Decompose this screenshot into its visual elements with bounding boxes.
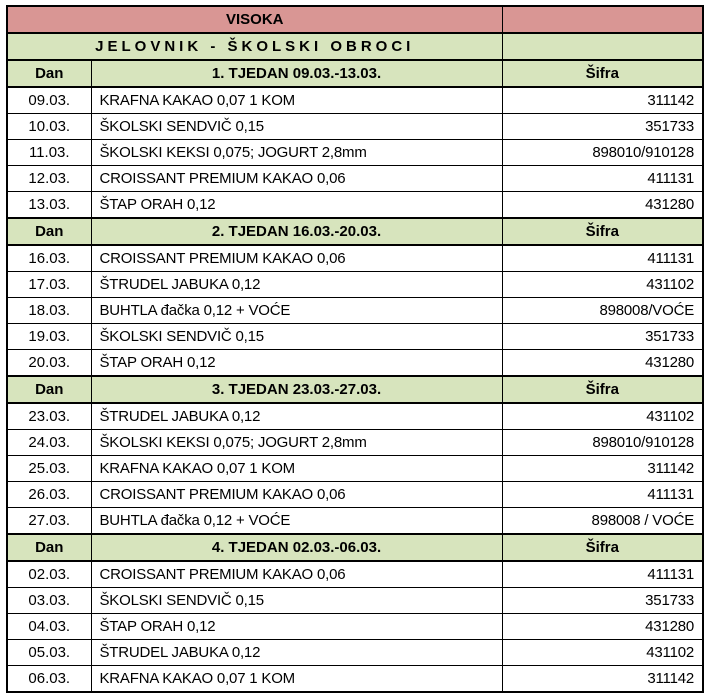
day-cell: 26.03. <box>7 482 91 508</box>
code-column-header: Šifra <box>502 376 703 403</box>
menu-row <box>7 456 703 482</box>
menu-row <box>7 350 703 377</box>
day-cell: 11.03. <box>7 140 91 166</box>
day-cell: 18.03. <box>7 298 91 324</box>
week-header-row <box>7 60 703 87</box>
day-column-header: Dan <box>7 534 91 561</box>
meal-cell: ŠTRUDEL JABUKA 0,12 <box>91 640 502 666</box>
code-cell: 351733 <box>502 588 703 614</box>
title-row-spacer-cell <box>502 6 703 33</box>
day-cell: 04.03. <box>7 614 91 640</box>
menu-row <box>7 640 703 666</box>
week-header-row <box>7 534 703 561</box>
meal-cell: CROISSANT PREMIUM KAKAO 0,06 <box>91 166 502 192</box>
menu-table-body <box>7 6 703 692</box>
code-cell: 311142 <box>502 87 703 114</box>
week-header-row <box>7 218 703 245</box>
menu-row <box>7 666 703 693</box>
menu-row <box>7 140 703 166</box>
code-cell: 431102 <box>502 272 703 298</box>
meal-cell: KRAFNA KAKAO 0,07 1 KOM <box>91 666 502 693</box>
meal-cell: ŠKOLSKI SENDVIČ 0,15 <box>91 114 502 140</box>
code-cell: 431280 <box>502 192 703 219</box>
title-row <box>7 6 703 33</box>
meal-cell: CROISSANT PREMIUM KAKAO 0,06 <box>91 482 502 508</box>
day-cell: 02.03. <box>7 561 91 588</box>
day-cell: 17.03. <box>7 272 91 298</box>
menu-row <box>7 614 703 640</box>
meal-cell: ŠKOLSKI KEKSI 0,075; JOGURT 2,8mm <box>91 140 502 166</box>
day-cell: 05.03. <box>7 640 91 666</box>
code-cell: 411131 <box>502 561 703 588</box>
menu-row <box>7 561 703 588</box>
day-cell: 09.03. <box>7 87 91 114</box>
day-cell: 20.03. <box>7 350 91 377</box>
day-cell: 12.03. <box>7 166 91 192</box>
code-cell: 411131 <box>502 482 703 508</box>
week-title: 3. TJEDAN 23.03.-27.03. <box>91 376 502 403</box>
code-column-header: Šifra <box>502 60 703 87</box>
day-cell: 06.03. <box>7 666 91 693</box>
meal-cell: ŠTRUDEL JABUKA 0,12 <box>91 272 502 298</box>
menu-row <box>7 482 703 508</box>
code-cell: 898010/910128 <box>502 430 703 456</box>
day-cell: 03.03. <box>7 588 91 614</box>
code-cell: 431280 <box>502 614 703 640</box>
menu-row <box>7 87 703 114</box>
code-cell: 351733 <box>502 324 703 350</box>
menu-row <box>7 298 703 324</box>
day-column-header: Dan <box>7 376 91 403</box>
day-cell: 13.03. <box>7 192 91 219</box>
menu-row <box>7 192 703 219</box>
menu-row <box>7 166 703 192</box>
code-cell: 431102 <box>502 403 703 430</box>
day-column-header: Dan <box>7 218 91 245</box>
subtitle-row-spacer-cell <box>502 33 703 60</box>
code-cell: 411131 <box>502 245 703 272</box>
code-cell: 411131 <box>502 166 703 192</box>
subtitle-row <box>7 33 703 60</box>
day-cell: 19.03. <box>7 324 91 350</box>
menu-row <box>7 588 703 614</box>
meal-cell: ŠTAP ORAH 0,12 <box>91 192 502 219</box>
day-cell: 10.03. <box>7 114 91 140</box>
meal-cell: ŠKOLSKI SENDVIČ 0,15 <box>91 324 502 350</box>
meal-cell: CROISSANT PREMIUM KAKAO 0,06 <box>91 561 502 588</box>
code-cell: 898008/VOĆE <box>502 298 703 324</box>
meal-cell: ŠTRUDEL JABUKA 0,12 <box>91 403 502 430</box>
meal-cell: KRAFNA KAKAO 0,07 1 KOM <box>91 456 502 482</box>
code-cell: 311142 <box>502 666 703 693</box>
code-cell: 898010/910128 <box>502 140 703 166</box>
menu-row <box>7 508 703 535</box>
menu-title: JELOVNIK - ŠKOLSKI OBROCI <box>7 33 502 60</box>
menu-row <box>7 430 703 456</box>
menu-row <box>7 403 703 430</box>
day-column-header: Dan <box>7 60 91 87</box>
week-title: 1. TJEDAN 09.03.-13.03. <box>91 60 502 87</box>
meal-cell: BUHTLA đačka 0,12 + VOĆE <box>91 508 502 535</box>
menu-row <box>7 114 703 140</box>
meal-cell: ŠTAP ORAH 0,12 <box>91 350 502 377</box>
code-cell: 311142 <box>502 456 703 482</box>
menu-row <box>7 245 703 272</box>
meal-cell: ŠKOLSKI SENDVIČ 0,15 <box>91 588 502 614</box>
meal-cell: BUHTLA đačka 0,12 + VOĆE <box>91 298 502 324</box>
code-cell: 898008 / VOĆE <box>502 508 703 535</box>
week-title: 4. TJEDAN 02.03.-06.03. <box>91 534 502 561</box>
week-header-row <box>7 376 703 403</box>
day-cell: 16.03. <box>7 245 91 272</box>
meal-cell: ŠKOLSKI KEKSI 0,075; JOGURT 2,8mm <box>91 430 502 456</box>
day-cell: 23.03. <box>7 403 91 430</box>
meal-cell: CROISSANT PREMIUM KAKAO 0,06 <box>91 245 502 272</box>
code-column-header: Šifra <box>502 218 703 245</box>
menu-row <box>7 324 703 350</box>
code-column-header: Šifra <box>502 534 703 561</box>
school-menu-table <box>6 5 704 693</box>
week-title: 2. TJEDAN 16.03.-20.03. <box>91 218 502 245</box>
meal-cell: KRAFNA KAKAO 0,07 1 KOM <box>91 87 502 114</box>
day-cell: 27.03. <box>7 508 91 535</box>
school-name: VISOKA <box>7 6 502 33</box>
code-cell: 351733 <box>502 114 703 140</box>
day-cell: 25.03. <box>7 456 91 482</box>
menu-row <box>7 272 703 298</box>
day-cell: 24.03. <box>7 430 91 456</box>
meal-cell: ŠTAP ORAH 0,12 <box>91 614 502 640</box>
code-cell: 431102 <box>502 640 703 666</box>
code-cell: 431280 <box>502 350 703 377</box>
